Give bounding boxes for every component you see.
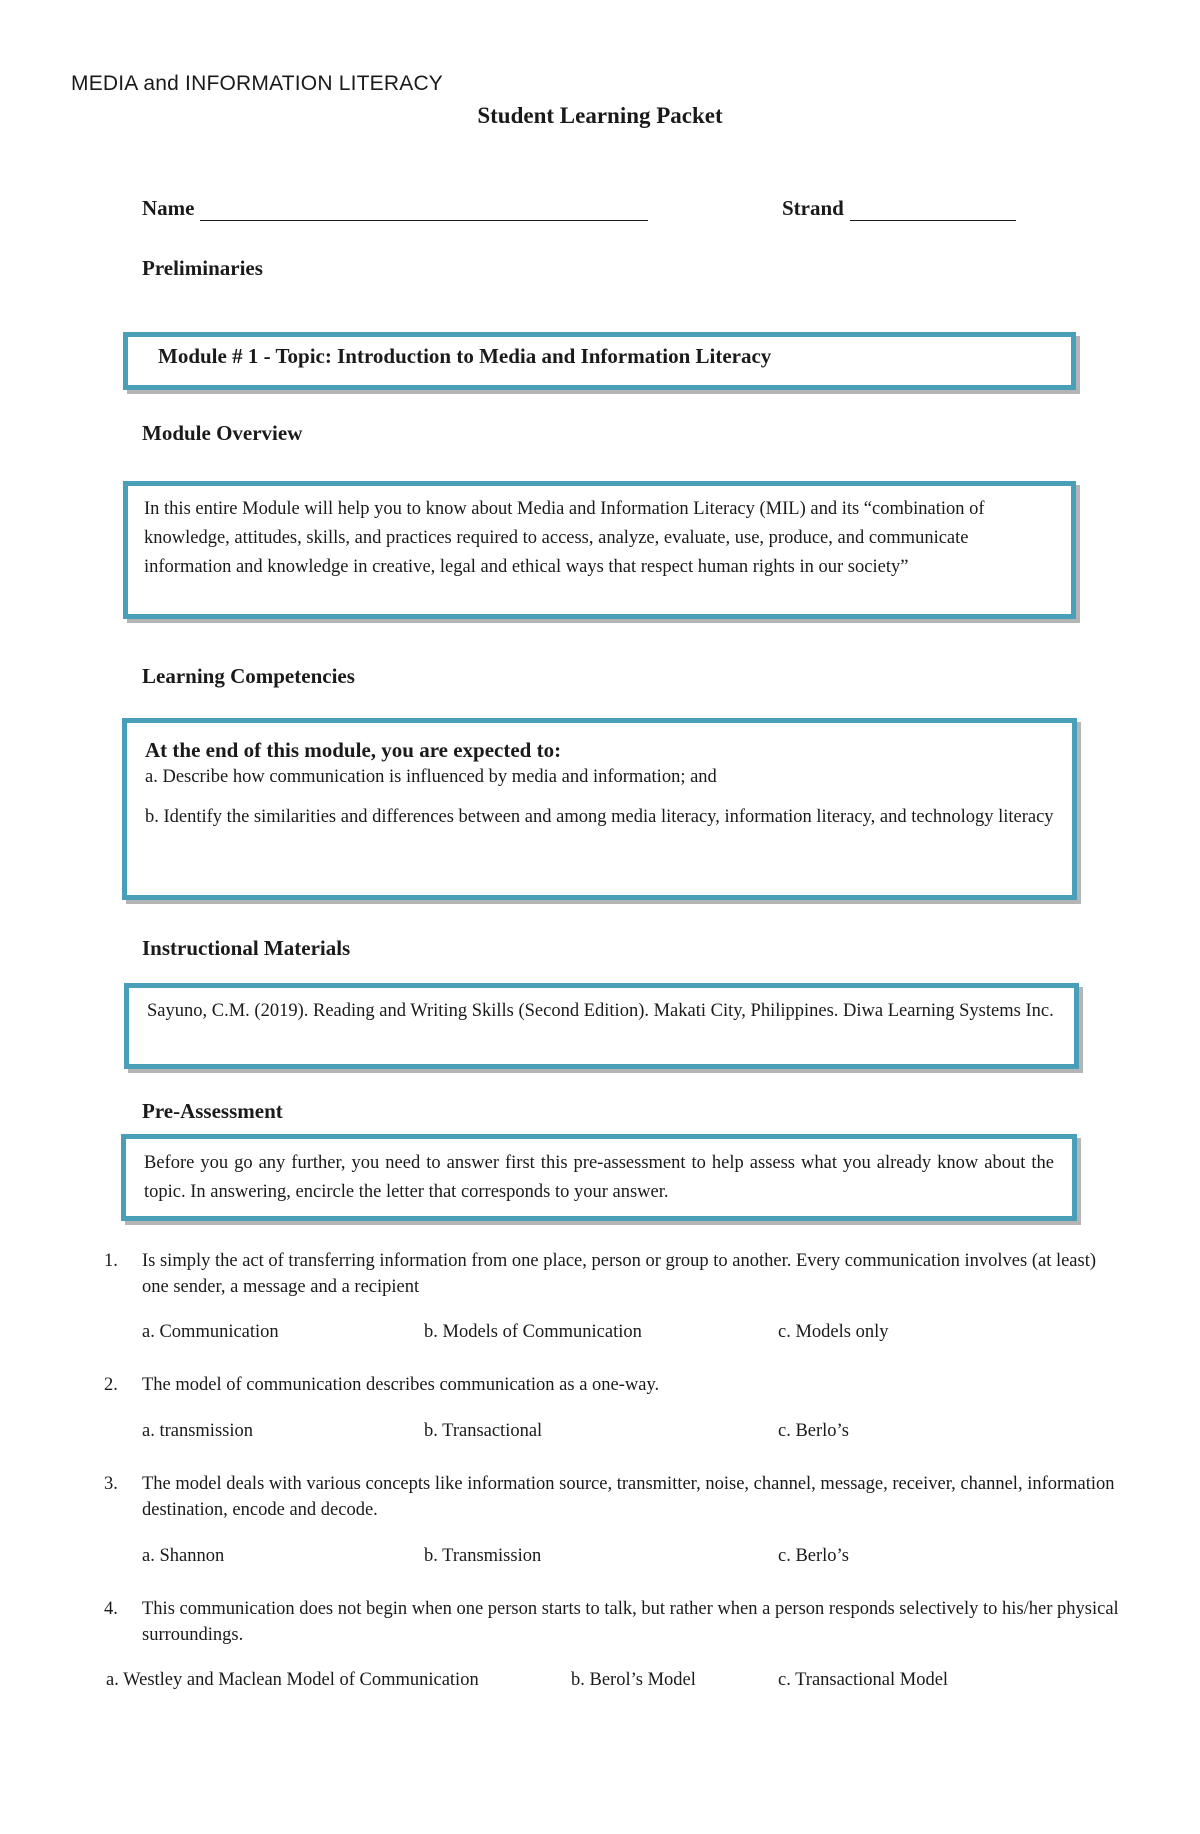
q4-option-a[interactable]: a. Westley and Maclean Model of Communication	[106, 1670, 479, 1690]
module-overview-heading: Module Overview	[142, 421, 303, 445]
question-number: 1.	[104, 1251, 118, 1271]
question-number: 2.	[104, 1375, 118, 1395]
question-text: The model of communication describes communication as a one-way.	[142, 1375, 660, 1395]
q3-option-c[interactable]: c. Berlo’s	[778, 1546, 849, 1566]
q3-option-a[interactable]: a. Shannon	[142, 1546, 225, 1566]
q1-option-a[interactable]: a. Communication	[142, 1322, 279, 1342]
pre-assessment-heading: Pre-Assessment	[142, 1099, 283, 1123]
name-blank-line[interactable]	[200, 200, 648, 221]
question-number: 4.	[104, 1599, 118, 1619]
module-overview-box	[123, 481, 1076, 619]
name-label: Name	[142, 196, 195, 220]
competency-a: a. Describe how communication is influenced by media and information; and	[145, 767, 717, 787]
document-title: Student Learning Packet	[477, 103, 723, 128]
preliminaries-heading: Preliminaries	[142, 256, 263, 280]
strand-blank-line[interactable]	[850, 200, 1016, 221]
competency-b: b. Identify the similarities and differences between and among media literacy, information literacy, and technology literacy	[145, 807, 1054, 827]
learning-competencies-box	[122, 718, 1077, 900]
instructional-materials-box	[124, 983, 1079, 1069]
question-number: 3.	[104, 1474, 118, 1494]
q3-option-b[interactable]: b. Transmission	[424, 1546, 542, 1566]
q1-option-c[interactable]: c. Models only	[778, 1322, 889, 1342]
q4-option-c[interactable]: c. Transactional Model	[778, 1670, 949, 1690]
module-title: Module # 1 - Topic: Introduction to Media and Information Literacy	[158, 344, 772, 368]
running-header: MEDIA and INFORMATION LITERACY	[71, 72, 444, 95]
module-overview-text: In this entire Module will help you to know about Media and Information Literacy (MIL) and its “combination of knowledge, attitudes, skills, and practices required to access, analyze, evaluate, use, produce, and communicate information and knowledge in creative, legal and ethical ways that respect human rights in our society”	[144, 499, 985, 577]
strand-field	[782, 196, 1016, 221]
question-text: The model deals with various concepts like information source, transmitter, noise, channel, message, receiver, channel, information destination, encode and decode.	[142, 1474, 1115, 1520]
question-text: This communication does not begin when one person starts to talk, but rather when a person responds selectively to his/her physical surroundings.	[142, 1599, 1119, 1645]
instructional-materials-text: Sayuno, C.M. (2019). Reading and Writing Skills (Second Edition). Makati City, Philippines. Diwa Learning Systems Inc.	[147, 1001, 1054, 1021]
q2-option-b[interactable]: b. Transactional	[424, 1421, 543, 1441]
instructional-materials-heading: Instructional Materials	[142, 936, 351, 960]
question-text: Is simply the act of transferring information from one place, person or group to another. Every communication involves (at least) one sender, a message and a recipient	[142, 1251, 1097, 1297]
competencies-intro: At the end of this module, you are expected to:	[145, 738, 562, 762]
q2-option-a[interactable]: a. transmission	[142, 1421, 253, 1441]
name-field	[142, 196, 648, 221]
pre-assessment-text: Before you go any further, you need to answer first this pre-assessment to help assess what you already know about the topic. In answering, encircle the letter that corresponds to your answer.	[144, 1153, 1054, 1202]
strand-label: Strand	[782, 196, 844, 220]
q2-option-c[interactable]: c. Berlo’s	[778, 1421, 849, 1441]
learning-competencies-heading: Learning Competencies	[142, 664, 355, 688]
pre-assessment-box	[121, 1134, 1077, 1221]
q1-option-b[interactable]: b. Models of Communication	[424, 1322, 642, 1342]
q4-option-b[interactable]: b. Berol’s Model	[571, 1670, 696, 1690]
